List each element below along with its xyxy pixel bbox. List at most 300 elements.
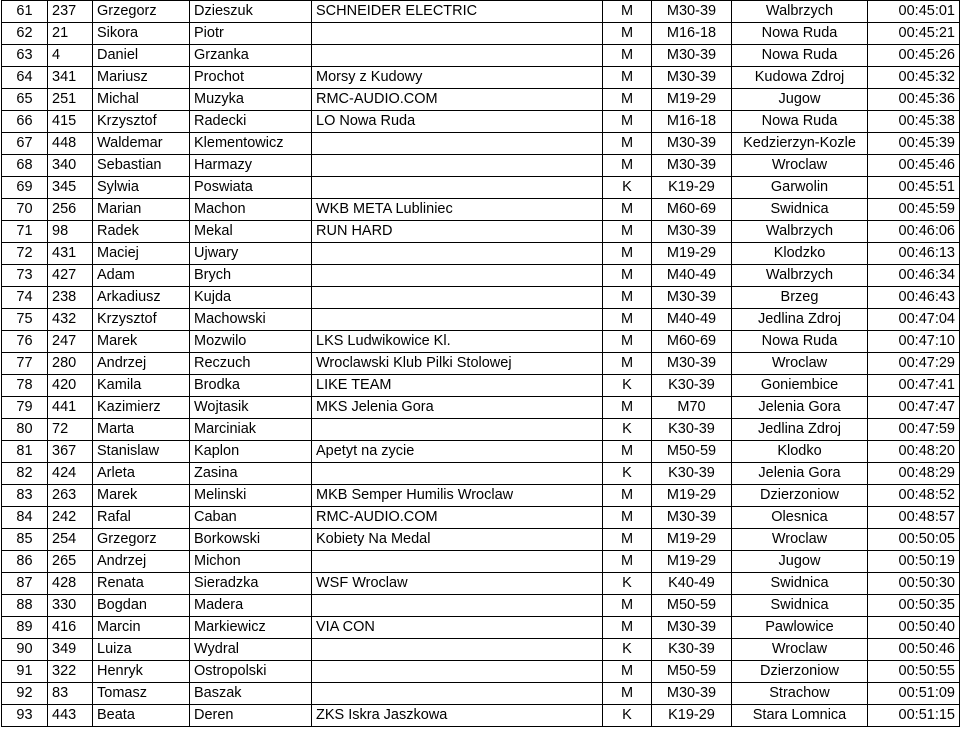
sex-cell: M (603, 661, 652, 683)
bib-cell: 322 (48, 661, 93, 683)
time-cell: 00:47:47 (868, 397, 960, 419)
table-row (2, 243, 960, 265)
first-name-cell: Krzysztof (93, 111, 190, 133)
first-name-cell: Krzysztof (93, 309, 190, 331)
bib-cell: 345 (48, 177, 93, 199)
last-name-cell: Radecki (190, 111, 312, 133)
place-cell: 75 (2, 309, 48, 331)
first-name-cell: Stanislaw (93, 441, 190, 463)
table-row (2, 199, 960, 221)
time-cell: 00:50:40 (868, 617, 960, 639)
category-cell: M19-29 (652, 485, 732, 507)
first-name-cell: Adam (93, 265, 190, 287)
time-cell: 00:50:30 (868, 573, 960, 595)
bib-cell: 237 (48, 1, 93, 23)
club-cell: VIA CON (312, 617, 603, 639)
category-cell: M40-49 (652, 265, 732, 287)
table-row (2, 265, 960, 287)
city-cell: Nowa Ruda (732, 45, 868, 67)
last-name-cell: Machon (190, 199, 312, 221)
first-name-cell: Kazimierz (93, 397, 190, 419)
category-cell: K40-49 (652, 573, 732, 595)
category-cell: M50-59 (652, 441, 732, 463)
sex-cell: M (603, 89, 652, 111)
place-cell: 63 (2, 45, 48, 67)
city-cell: Walbrzych (732, 265, 868, 287)
first-name-cell: Marta (93, 419, 190, 441)
bib-cell: 242 (48, 507, 93, 529)
first-name-cell: Rafal (93, 507, 190, 529)
club-cell: RMC-AUDIO.COM (312, 507, 603, 529)
sex-cell: K (603, 463, 652, 485)
place-cell: 72 (2, 243, 48, 265)
sex-cell: M (603, 243, 652, 265)
time-cell: 00:45:26 (868, 45, 960, 67)
club-cell (312, 463, 603, 485)
category-cell: M30-39 (652, 617, 732, 639)
first-name-cell: Renata (93, 573, 190, 595)
sex-cell: M (603, 265, 652, 287)
table-row (2, 353, 960, 375)
table-row (2, 661, 960, 683)
city-cell: Jugow (732, 551, 868, 573)
last-name-cell: Dzieszuk (190, 1, 312, 23)
bib-cell: 330 (48, 595, 93, 617)
last-name-cell: Brych (190, 265, 312, 287)
city-cell: Swidnica (732, 573, 868, 595)
time-cell: 00:48:57 (868, 507, 960, 529)
city-cell: Garwolin (732, 177, 868, 199)
city-cell: Wroclaw (732, 155, 868, 177)
time-cell: 00:51:09 (868, 683, 960, 705)
time-cell: 00:45:32 (868, 67, 960, 89)
sex-cell: K (603, 419, 652, 441)
city-cell: Walbrzych (732, 1, 868, 23)
sex-cell: M (603, 1, 652, 23)
city-cell: Swidnica (732, 199, 868, 221)
time-cell: 00:45:59 (868, 199, 960, 221)
place-cell: 80 (2, 419, 48, 441)
club-cell: WKB META Lubliniec (312, 199, 603, 221)
city-cell: Kedzierzyn-Kozle (732, 133, 868, 155)
city-cell: Strachow (732, 683, 868, 705)
last-name-cell: Deren (190, 705, 312, 727)
category-cell: M30-39 (652, 507, 732, 529)
place-cell: 65 (2, 89, 48, 111)
table-row (2, 375, 960, 397)
time-cell: 00:47:29 (868, 353, 960, 375)
club-cell: SCHNEIDER ELECTRIC (312, 1, 603, 23)
first-name-cell: Tomasz (93, 683, 190, 705)
bib-cell: 340 (48, 155, 93, 177)
club-cell (312, 133, 603, 155)
city-cell: Wroclaw (732, 639, 868, 661)
last-name-cell: Reczuch (190, 353, 312, 375)
category-cell: M30-39 (652, 45, 732, 67)
club-cell: MKS Jelenia Gora (312, 397, 603, 419)
place-cell: 61 (2, 1, 48, 23)
time-cell: 00:45:36 (868, 89, 960, 111)
table-row (2, 23, 960, 45)
category-cell: M50-59 (652, 661, 732, 683)
first-name-cell: Arkadiusz (93, 287, 190, 309)
place-cell: 89 (2, 617, 48, 639)
first-name-cell: Marek (93, 485, 190, 507)
last-name-cell: Muzyka (190, 89, 312, 111)
category-cell: M30-39 (652, 133, 732, 155)
time-cell: 00:50:35 (868, 595, 960, 617)
table-row (2, 397, 960, 419)
first-name-cell: Andrzej (93, 353, 190, 375)
place-cell: 73 (2, 265, 48, 287)
category-cell: M16-18 (652, 23, 732, 45)
last-name-cell: Zasina (190, 463, 312, 485)
sex-cell: M (603, 309, 652, 331)
category-cell: M19-29 (652, 551, 732, 573)
category-cell: K30-39 (652, 419, 732, 441)
city-cell: Nowa Ruda (732, 331, 868, 353)
city-cell: Walbrzych (732, 221, 868, 243)
club-cell: LO Nowa Ruda (312, 111, 603, 133)
club-cell: MKB Semper Humilis Wroclaw (312, 485, 603, 507)
table-row (2, 485, 960, 507)
sex-cell: K (603, 705, 652, 727)
sex-cell: M (603, 397, 652, 419)
category-cell: K19-29 (652, 177, 732, 199)
first-name-cell: Grzegorz (93, 529, 190, 551)
table-row (2, 89, 960, 111)
sex-cell: K (603, 573, 652, 595)
first-name-cell: Luiza (93, 639, 190, 661)
last-name-cell: Melinski (190, 485, 312, 507)
table-row (2, 45, 960, 67)
time-cell: 00:45:51 (868, 177, 960, 199)
category-cell: M19-29 (652, 243, 732, 265)
first-name-cell: Sylwia (93, 177, 190, 199)
club-cell: ZKS Iskra Jaszkowa (312, 705, 603, 727)
time-cell: 00:45:38 (868, 111, 960, 133)
first-name-cell: Maciej (93, 243, 190, 265)
time-cell: 00:46:34 (868, 265, 960, 287)
time-cell: 00:46:06 (868, 221, 960, 243)
bib-cell: 256 (48, 199, 93, 221)
bib-cell: 428 (48, 573, 93, 595)
bib-cell: 424 (48, 463, 93, 485)
bib-cell: 4 (48, 45, 93, 67)
city-cell: Klodzko (732, 243, 868, 265)
club-cell (312, 683, 603, 705)
first-name-cell: Daniel (93, 45, 190, 67)
city-cell: Wroclaw (732, 529, 868, 551)
first-name-cell: Kamila (93, 375, 190, 397)
category-cell: M30-39 (652, 353, 732, 375)
sex-cell: M (603, 485, 652, 507)
sex-cell: M (603, 67, 652, 89)
city-cell: Dzierzoniow (732, 485, 868, 507)
place-cell: 69 (2, 177, 48, 199)
club-cell: RMC-AUDIO.COM (312, 89, 603, 111)
table-row (2, 551, 960, 573)
bib-cell: 367 (48, 441, 93, 463)
place-cell: 78 (2, 375, 48, 397)
table-row (2, 287, 960, 309)
bib-cell: 83 (48, 683, 93, 705)
club-cell (312, 595, 603, 617)
city-cell: Swidnica (732, 595, 868, 617)
time-cell: 00:47:41 (868, 375, 960, 397)
club-cell: Wroclawski Klub Pilki Stolowej (312, 353, 603, 375)
last-name-cell: Piotr (190, 23, 312, 45)
table-row (2, 705, 960, 727)
table-row (2, 1, 960, 23)
city-cell: Brzeg (732, 287, 868, 309)
first-name-cell: Sebastian (93, 155, 190, 177)
city-cell: Olesnica (732, 507, 868, 529)
sex-cell: M (603, 45, 652, 67)
last-name-cell: Poswiata (190, 177, 312, 199)
bib-cell: 431 (48, 243, 93, 265)
last-name-cell: Marciniak (190, 419, 312, 441)
time-cell: 00:46:43 (868, 287, 960, 309)
sex-cell: M (603, 683, 652, 705)
first-name-cell: Mariusz (93, 67, 190, 89)
place-cell: 70 (2, 199, 48, 221)
first-name-cell: Michal (93, 89, 190, 111)
city-cell: Dzierzoniow (732, 661, 868, 683)
table-row (2, 331, 960, 353)
club-cell: Morsy z Kudowy (312, 67, 603, 89)
city-cell: Jedlina Zdroj (732, 419, 868, 441)
sex-cell: M (603, 529, 652, 551)
place-cell: 86 (2, 551, 48, 573)
place-cell: 87 (2, 573, 48, 595)
place-cell: 74 (2, 287, 48, 309)
last-name-cell: Markiewicz (190, 617, 312, 639)
sex-cell: M (603, 111, 652, 133)
first-name-cell: Bogdan (93, 595, 190, 617)
last-name-cell: Madera (190, 595, 312, 617)
place-cell: 67 (2, 133, 48, 155)
sex-cell: M (603, 551, 652, 573)
last-name-cell: Grzanka (190, 45, 312, 67)
sex-cell: M (603, 353, 652, 375)
sex-cell: K (603, 639, 652, 661)
category-cell: K30-39 (652, 375, 732, 397)
category-cell: M30-39 (652, 287, 732, 309)
club-cell: LIKE TEAM (312, 375, 603, 397)
table-row (2, 507, 960, 529)
bib-cell: 448 (48, 133, 93, 155)
sex-cell: M (603, 221, 652, 243)
time-cell: 00:51:15 (868, 705, 960, 727)
bib-cell: 263 (48, 485, 93, 507)
sex-cell: M (603, 199, 652, 221)
table-row (2, 111, 960, 133)
bib-cell: 432 (48, 309, 93, 331)
place-cell: 76 (2, 331, 48, 353)
last-name-cell: Mozwilo (190, 331, 312, 353)
table-row (2, 617, 960, 639)
place-cell: 79 (2, 397, 48, 419)
last-name-cell: Ujwary (190, 243, 312, 265)
club-cell (312, 243, 603, 265)
club-cell (312, 177, 603, 199)
last-name-cell: Michon (190, 551, 312, 573)
time-cell: 00:48:52 (868, 485, 960, 507)
time-cell: 00:45:46 (868, 155, 960, 177)
category-cell: K30-39 (652, 463, 732, 485)
bib-cell: 21 (48, 23, 93, 45)
category-cell: M30-39 (652, 1, 732, 23)
bib-cell: 247 (48, 331, 93, 353)
last-name-cell: Borkowski (190, 529, 312, 551)
last-name-cell: Machowski (190, 309, 312, 331)
bib-cell: 341 (48, 67, 93, 89)
place-cell: 83 (2, 485, 48, 507)
sex-cell: K (603, 177, 652, 199)
results-body (2, 1, 960, 727)
table-row (2, 639, 960, 661)
category-cell: M50-59 (652, 595, 732, 617)
club-cell (312, 23, 603, 45)
category-cell: M16-18 (652, 111, 732, 133)
bib-cell: 427 (48, 265, 93, 287)
category-cell: M70 (652, 397, 732, 419)
place-cell: 91 (2, 661, 48, 683)
category-cell: M40-49 (652, 309, 732, 331)
table-row (2, 67, 960, 89)
sex-cell: M (603, 155, 652, 177)
last-name-cell: Caban (190, 507, 312, 529)
table-row (2, 133, 960, 155)
bib-cell: 415 (48, 111, 93, 133)
city-cell: Stara Lomnica (732, 705, 868, 727)
bib-cell: 265 (48, 551, 93, 573)
last-name-cell: Harmazy (190, 155, 312, 177)
club-cell: Kobiety Na Medal (312, 529, 603, 551)
time-cell: 00:48:20 (868, 441, 960, 463)
bib-cell: 420 (48, 375, 93, 397)
time-cell: 00:50:19 (868, 551, 960, 573)
city-cell: Wroclaw (732, 353, 868, 375)
place-cell: 81 (2, 441, 48, 463)
table-row (2, 529, 960, 551)
category-cell: M60-69 (652, 199, 732, 221)
city-cell: Goniembice (732, 375, 868, 397)
sex-cell: M (603, 23, 652, 45)
city-cell: Klodko (732, 441, 868, 463)
last-name-cell: Wydral (190, 639, 312, 661)
bib-cell: 441 (48, 397, 93, 419)
first-name-cell: Arleta (93, 463, 190, 485)
place-cell: 71 (2, 221, 48, 243)
last-name-cell: Wojtasik (190, 397, 312, 419)
table-row (2, 683, 960, 705)
club-cell (312, 661, 603, 683)
club-cell: LKS Ludwikowice Kl. (312, 331, 603, 353)
place-cell: 77 (2, 353, 48, 375)
bib-cell: 72 (48, 419, 93, 441)
first-name-cell: Radek (93, 221, 190, 243)
category-cell: M30-39 (652, 683, 732, 705)
city-cell: Kudowa Zdroj (732, 67, 868, 89)
time-cell: 00:47:04 (868, 309, 960, 331)
sex-cell: M (603, 133, 652, 155)
place-cell: 90 (2, 639, 48, 661)
time-cell: 00:45:39 (868, 133, 960, 155)
last-name-cell: Baszak (190, 683, 312, 705)
sex-cell: M (603, 617, 652, 639)
sex-cell: K (603, 375, 652, 397)
bib-cell: 349 (48, 639, 93, 661)
club-cell (312, 639, 603, 661)
table-row (2, 463, 960, 485)
city-cell: Nowa Ruda (732, 23, 868, 45)
place-cell: 62 (2, 23, 48, 45)
time-cell: 00:50:55 (868, 661, 960, 683)
club-cell: RUN HARD (312, 221, 603, 243)
first-name-cell: Marcin (93, 617, 190, 639)
last-name-cell: Mekal (190, 221, 312, 243)
last-name-cell: Prochot (190, 67, 312, 89)
sex-cell: M (603, 331, 652, 353)
bib-cell: 443 (48, 705, 93, 727)
place-cell: 85 (2, 529, 48, 551)
club-cell (312, 419, 603, 441)
bib-cell: 280 (48, 353, 93, 375)
club-cell (312, 265, 603, 287)
last-name-cell: Kujda (190, 287, 312, 309)
city-cell: Nowa Ruda (732, 111, 868, 133)
place-cell: 92 (2, 683, 48, 705)
last-name-cell: Ostropolski (190, 661, 312, 683)
first-name-cell: Sikora (93, 23, 190, 45)
bib-cell: 238 (48, 287, 93, 309)
place-cell: 88 (2, 595, 48, 617)
city-cell: Jelenia Gora (732, 397, 868, 419)
table-row (2, 309, 960, 331)
results-table (1, 0, 960, 727)
time-cell: 00:47:10 (868, 331, 960, 353)
time-cell: 00:50:46 (868, 639, 960, 661)
club-cell (312, 45, 603, 67)
time-cell: 00:50:05 (868, 529, 960, 551)
category-cell: M30-39 (652, 221, 732, 243)
sex-cell: M (603, 441, 652, 463)
place-cell: 68 (2, 155, 48, 177)
time-cell: 00:47:59 (868, 419, 960, 441)
bib-cell: 98 (48, 221, 93, 243)
table-row (2, 177, 960, 199)
time-cell: 00:45:21 (868, 23, 960, 45)
first-name-cell: Beata (93, 705, 190, 727)
place-cell: 84 (2, 507, 48, 529)
club-cell (312, 309, 603, 331)
first-name-cell: Andrzej (93, 551, 190, 573)
category-cell: K30-39 (652, 639, 732, 661)
city-cell: Jelenia Gora (732, 463, 868, 485)
place-cell: 82 (2, 463, 48, 485)
last-name-cell: Sieradzka (190, 573, 312, 595)
table-row (2, 155, 960, 177)
first-name-cell: Waldemar (93, 133, 190, 155)
table-row (2, 221, 960, 243)
time-cell: 00:48:29 (868, 463, 960, 485)
club-cell (312, 155, 603, 177)
place-cell: 66 (2, 111, 48, 133)
category-cell: M60-69 (652, 331, 732, 353)
city-cell: Pawlowice (732, 617, 868, 639)
